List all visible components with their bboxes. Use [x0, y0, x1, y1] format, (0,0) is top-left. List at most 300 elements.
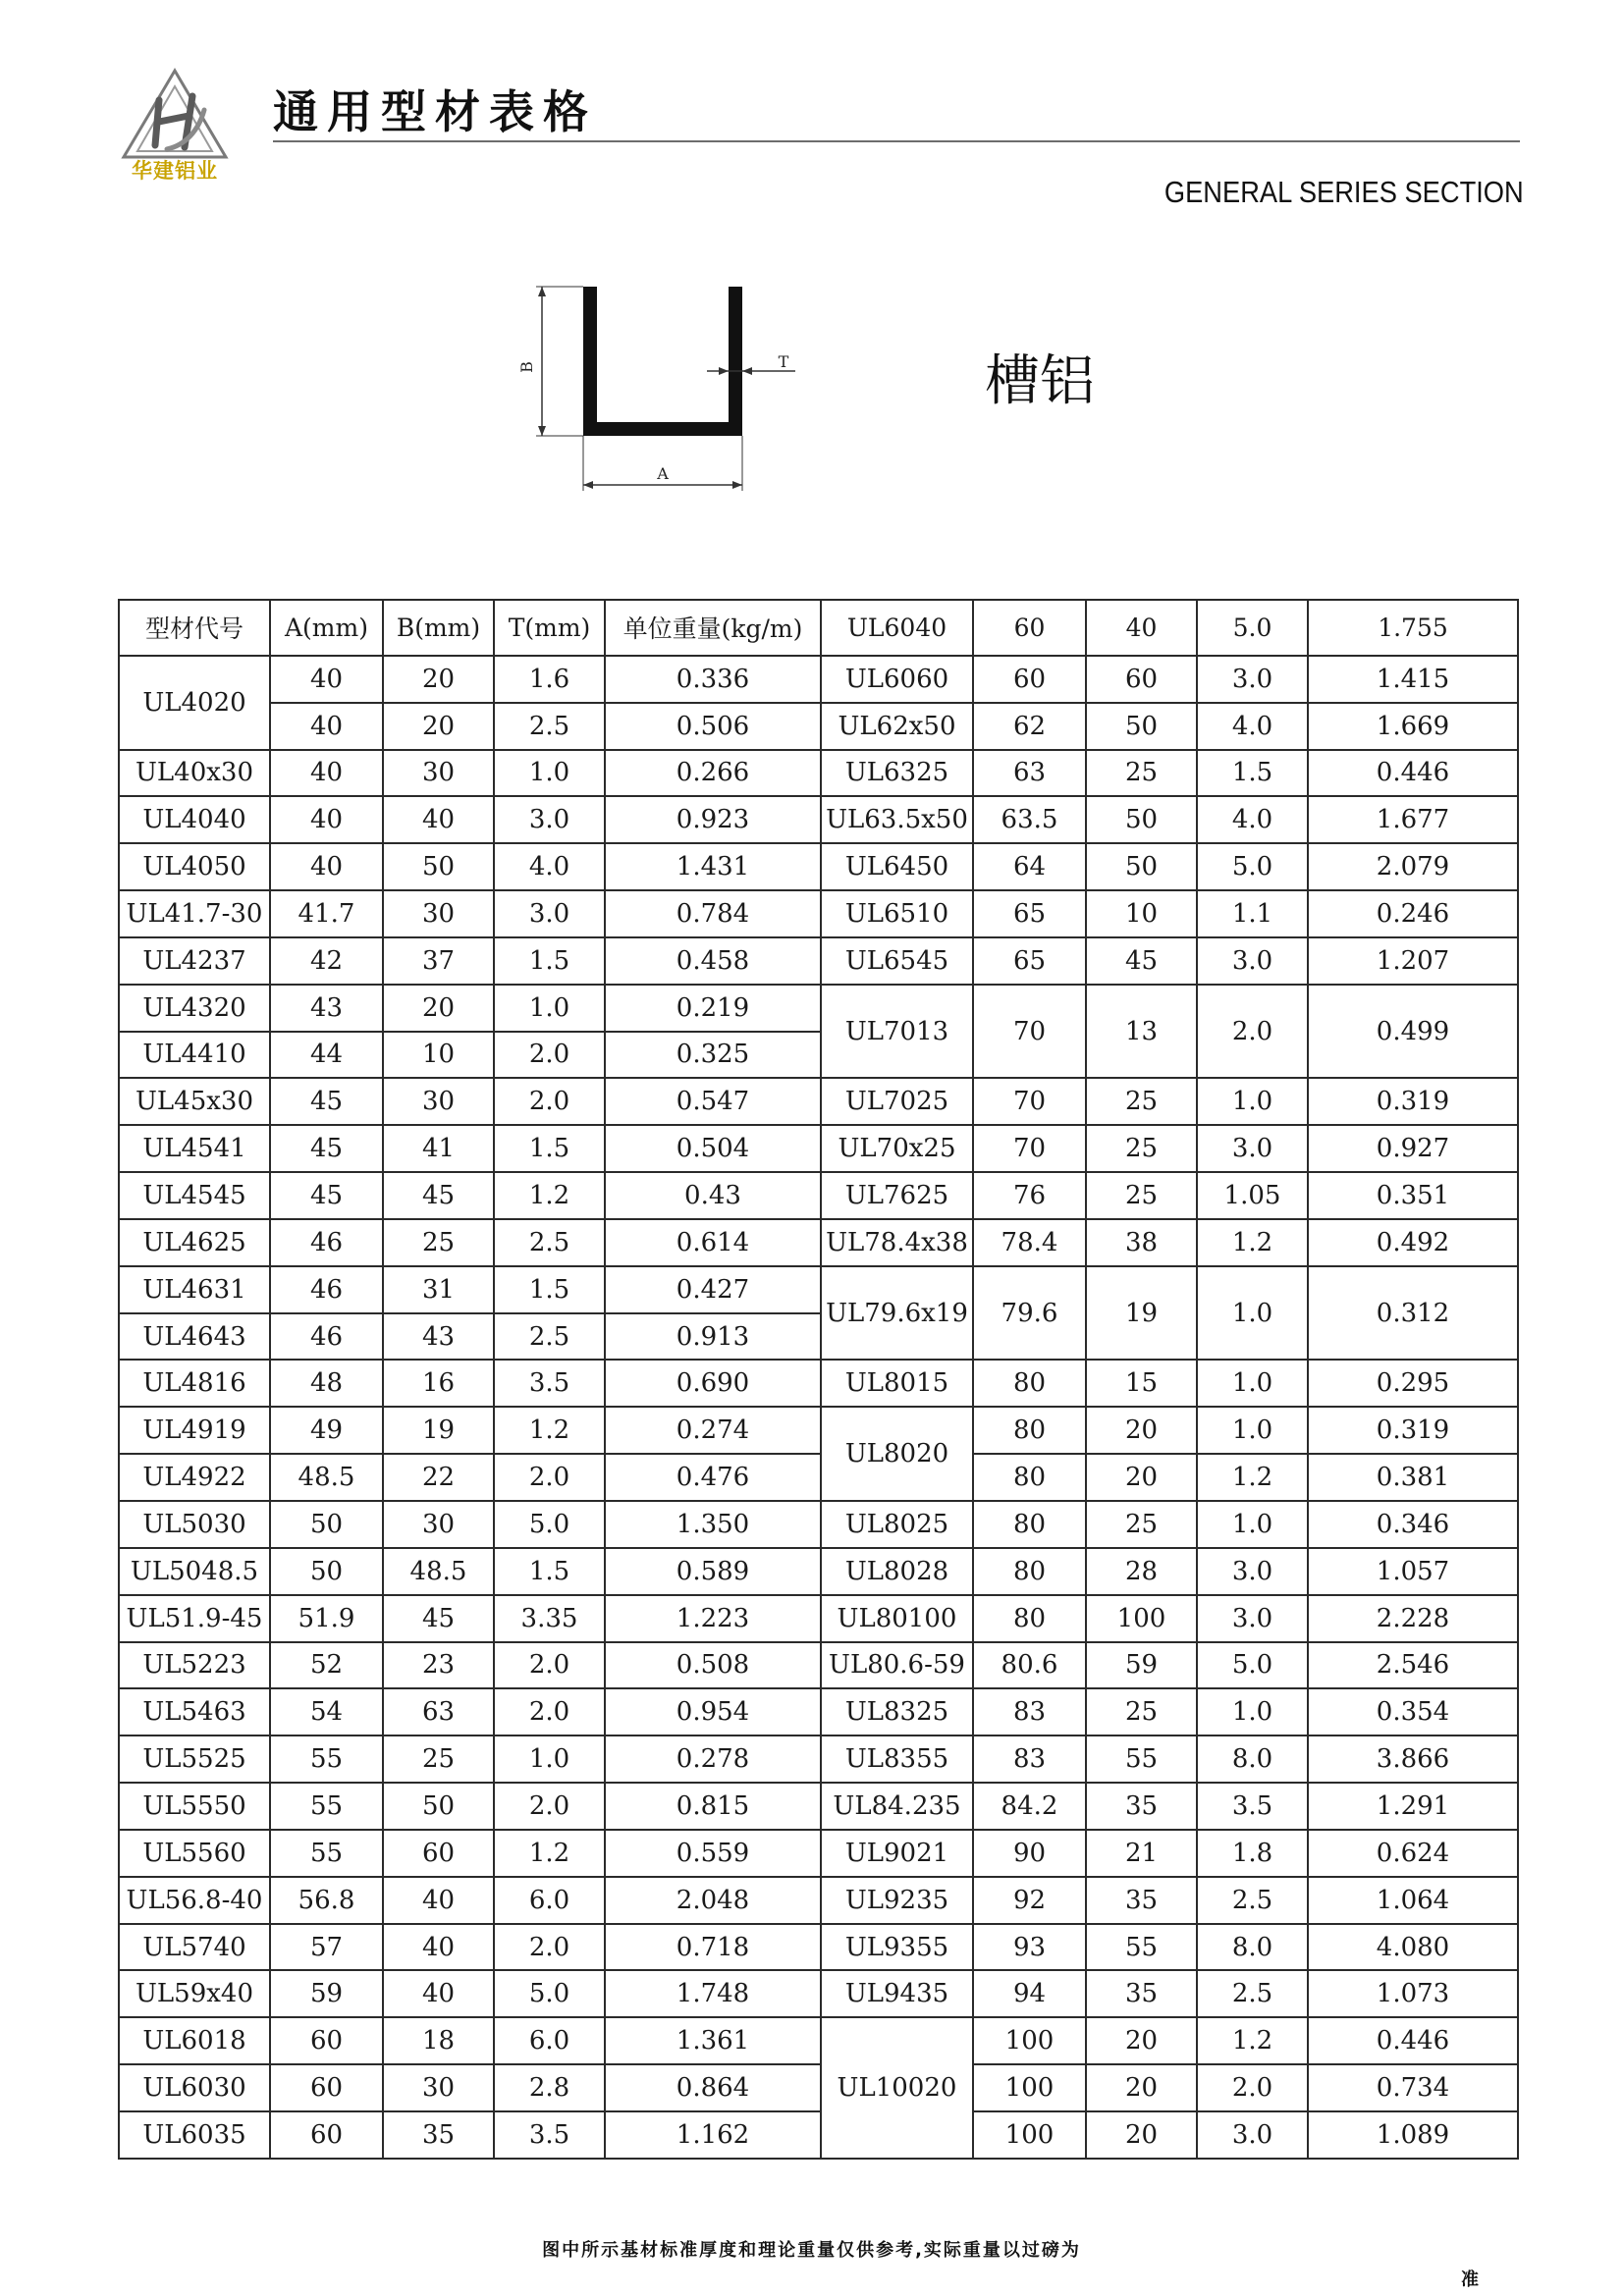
- table-cell: 80: [973, 1548, 1086, 1595]
- table-cell: 37: [383, 937, 494, 985]
- table-cell: 2.0: [494, 1642, 605, 1689]
- table-row: [119, 1078, 1518, 1125]
- table-cell: 54: [270, 1688, 383, 1735]
- table-row: [119, 890, 1518, 937]
- table-cell: 78.4: [973, 1219, 1086, 1266]
- table-cell: UL6545: [821, 937, 973, 985]
- table-cell: 1.5: [1197, 750, 1308, 797]
- table-cell: 0.913: [605, 1313, 821, 1361]
- table-cell: 0.446: [1308, 2017, 1518, 2064]
- table-cell: 20: [383, 985, 494, 1032]
- table-cell: UL5030: [119, 1501, 270, 1548]
- table-cell: 80: [973, 1407, 1086, 1454]
- table-cell: 1.350: [605, 1501, 821, 1548]
- table-cell: 2.5: [494, 703, 605, 750]
- table-cell: 1.1: [1197, 890, 1308, 937]
- table-cell: 30: [383, 750, 494, 797]
- table-cell: 3.0: [1197, 1125, 1308, 1172]
- table-cell: 20: [1086, 2111, 1197, 2159]
- table-cell: 60: [270, 2017, 383, 2064]
- table-cell: 55: [1086, 1924, 1197, 1971]
- table-cell: 0.312: [1308, 1266, 1518, 1361]
- table-cell: UL6040: [821, 600, 973, 656]
- table-cell: 1.0: [1197, 1078, 1308, 1125]
- table-cell: 3.0: [1197, 2111, 1308, 2159]
- table-cell: UL6018: [119, 2017, 270, 2064]
- table-cell: 1.0: [494, 1735, 605, 1783]
- table-cell: 0.954: [605, 1688, 821, 1735]
- table-cell: 43: [270, 985, 383, 1032]
- table-cell: 70: [973, 1078, 1086, 1125]
- table-cell: 0.43: [605, 1172, 821, 1219]
- table-row: [119, 2017, 1518, 2064]
- table-cell: 3.35: [494, 1595, 605, 1642]
- table-cell: 3.5: [494, 1360, 605, 1407]
- table-cell: 25: [383, 1219, 494, 1266]
- table-cell: 30: [383, 890, 494, 937]
- table-cell: 1.2: [494, 1172, 605, 1219]
- table-row: [119, 937, 1518, 985]
- table-cell: UL78.4x38: [821, 1219, 973, 1266]
- table-cell: 30: [383, 2064, 494, 2111]
- table-row: [119, 2064, 1518, 2111]
- table-cell: 93: [973, 1924, 1086, 1971]
- table-cell: 49: [270, 1407, 383, 1454]
- table-cell: UL4631: [119, 1266, 270, 1313]
- table-cell: UL10020: [821, 2017, 973, 2159]
- table-cell: 70: [973, 1125, 1086, 1172]
- table-cell: 31: [383, 1266, 494, 1313]
- footnote: 图中所示基材标准厚度和理论重量仅供参考,实际重量以过磅为: [542, 2240, 1081, 2261]
- table-cell: 20: [1086, 2064, 1197, 2111]
- table-cell: 0.351: [1308, 1172, 1518, 1219]
- table-cell: 16: [383, 1360, 494, 1407]
- footnote-tail: 准: [1461, 2269, 1479, 2290]
- header-weight: 单位重量(kg/m): [605, 600, 821, 656]
- table-cell: 0.346: [1308, 1501, 1518, 1548]
- table-cell: 20: [1086, 2017, 1197, 2064]
- table-cell: 6.0: [494, 1877, 605, 1924]
- table-cell: 100: [973, 2064, 1086, 2111]
- table-cell: 65: [973, 890, 1086, 937]
- table-row: [119, 1830, 1518, 1877]
- table-cell: 30: [383, 1078, 494, 1125]
- table-cell: 40: [270, 656, 383, 703]
- table-cell: UL7013: [821, 985, 973, 1079]
- table-cell: 0.476: [605, 1454, 821, 1501]
- table-cell: 4.0: [1197, 703, 1308, 750]
- table-cell: 50: [1086, 796, 1197, 843]
- table-cell: 0.614: [605, 1219, 821, 1266]
- table-cell: 0.624: [1308, 1830, 1518, 1877]
- table-cell: 1.0: [494, 985, 605, 1032]
- table-cell: 1.415: [1308, 656, 1518, 703]
- table-cell: UL62x50: [821, 703, 973, 750]
- table-cell: 48: [270, 1360, 383, 1407]
- table-row: [119, 1407, 1518, 1454]
- table-cell: 2.0: [1197, 985, 1308, 1079]
- table-cell: 1.5: [494, 1125, 605, 1172]
- table-cell: 0.864: [605, 2064, 821, 2111]
- table-cell: UL80100: [821, 1595, 973, 1642]
- table-cell: 2.546: [1308, 1642, 1518, 1689]
- table-cell: UL6510: [821, 890, 973, 937]
- table-cell: 50: [1086, 703, 1197, 750]
- table-cell: 0.319: [1308, 1407, 1518, 1454]
- table-cell: 64: [973, 843, 1086, 890]
- table-row: [119, 1783, 1518, 1830]
- table-cell: 0.734: [1308, 2064, 1518, 2111]
- table-cell: 0.559: [605, 1830, 821, 1877]
- table-cell: 1.162: [605, 2111, 821, 2159]
- table-cell: UL63.5x50: [821, 796, 973, 843]
- table-cell: 19: [1086, 1266, 1197, 1361]
- table-cell: 50: [270, 1501, 383, 1548]
- table-row: [119, 2111, 1518, 2159]
- table-cell: UL6035: [119, 2111, 270, 2159]
- spec-table: [118, 599, 1519, 2160]
- table-row: [119, 1642, 1518, 1689]
- table-cell: 46: [270, 1313, 383, 1361]
- table-cell: 46: [270, 1219, 383, 1266]
- table-cell: 2.8: [494, 2064, 605, 2111]
- table-cell: 45: [270, 1078, 383, 1125]
- header-b: B(mm): [383, 600, 494, 656]
- table-cell: UL8028: [821, 1548, 973, 1595]
- table-cell: 0.815: [605, 1783, 821, 1830]
- table-cell: 1.089: [1308, 2111, 1518, 2159]
- table-cell: UL5740: [119, 1924, 270, 1971]
- table-cell: UL4625: [119, 1219, 270, 1266]
- table-cell: 60: [270, 2064, 383, 2111]
- table-cell: 60: [973, 600, 1086, 656]
- table-cell: UL41.7-30: [119, 890, 270, 937]
- table-cell: 25: [383, 1735, 494, 1783]
- table-cell: UL8325: [821, 1688, 973, 1735]
- table-cell: 46: [270, 1266, 383, 1313]
- header-a: A(mm): [270, 600, 383, 656]
- table-cell: UL4541: [119, 1125, 270, 1172]
- dimension-label-b: B: [517, 361, 536, 373]
- table-cell: 40: [270, 750, 383, 797]
- table-cell: 13: [1086, 985, 1197, 1079]
- table-cell: 0.336: [605, 656, 821, 703]
- company-name: 华建铝业: [132, 159, 218, 183]
- header-code: 型材代号: [119, 600, 270, 656]
- table-cell: UL5560: [119, 1830, 270, 1877]
- table-row: [119, 1454, 1518, 1501]
- table-cell: UL7025: [821, 1078, 973, 1125]
- table-cell: 3.5: [1197, 1783, 1308, 1830]
- table-row: [119, 1970, 1518, 2017]
- table-cell: 2.5: [1197, 1877, 1308, 1924]
- table-cell: 60: [1086, 656, 1197, 703]
- page-subtitle: GENERAL SERIES SECTION: [1164, 175, 1524, 209]
- table-cell: UL84.235: [821, 1783, 973, 1830]
- table-cell: 21: [1086, 1830, 1197, 1877]
- table-cell: 0.295: [1308, 1360, 1518, 1407]
- table-cell: 0.278: [605, 1735, 821, 1783]
- table-cell: UL6450: [821, 843, 973, 890]
- table-cell: 50: [383, 843, 494, 890]
- table-cell: 3.0: [1197, 937, 1308, 985]
- table-cell: 35: [383, 2111, 494, 2159]
- table-cell: UL51.9-45: [119, 1595, 270, 1642]
- table-cell: UL4410: [119, 1032, 270, 1079]
- table-cell: 40: [383, 1970, 494, 2017]
- table-cell: 1.5: [494, 1266, 605, 1313]
- table-cell: 8.0: [1197, 1735, 1308, 1783]
- table-cell: 60: [270, 2111, 383, 2159]
- table-cell: 0.499: [1308, 985, 1518, 1079]
- table-cell: 2.079: [1308, 843, 1518, 890]
- table-cell: 1.431: [605, 843, 821, 890]
- table-cell: 0.784: [605, 890, 821, 937]
- table-cell: 40: [270, 843, 383, 890]
- table-cell: 1.5: [494, 937, 605, 985]
- table-row: [119, 985, 1518, 1032]
- table-cell: 18: [383, 2017, 494, 2064]
- table-cell: UL4545: [119, 1172, 270, 1219]
- table-cell: 90: [973, 1830, 1086, 1877]
- table-cell: UL5550: [119, 1783, 270, 1830]
- table-cell: 80: [973, 1454, 1086, 1501]
- table-cell: 40: [1086, 600, 1197, 656]
- table-cell: 65: [973, 937, 1086, 985]
- table-cell: UL4040: [119, 796, 270, 843]
- table-cell: 6.0: [494, 2017, 605, 2064]
- table-cell: 0.506: [605, 703, 821, 750]
- table-cell: 25: [1086, 1125, 1197, 1172]
- table-cell: 0.266: [605, 750, 821, 797]
- table-cell: 0.219: [605, 985, 821, 1032]
- table-cell: 20: [1086, 1407, 1197, 1454]
- table-cell: 0.589: [605, 1548, 821, 1595]
- table-cell: 100: [973, 2017, 1086, 2064]
- table-row: [119, 1595, 1518, 1642]
- table-cell: UL4320: [119, 985, 270, 1032]
- table-cell: 1.291: [1308, 1783, 1518, 1830]
- table-cell: UL9435: [821, 1970, 973, 2017]
- table-cell: 1.748: [605, 1970, 821, 2017]
- table-cell: 3.5: [494, 2111, 605, 2159]
- table-cell: 0.446: [1308, 750, 1518, 797]
- table-cell: 2.0: [1197, 2064, 1308, 2111]
- table-cell: UL59x40: [119, 1970, 270, 2017]
- table-cell: 3.0: [1197, 656, 1308, 703]
- table-cell: 2.5: [494, 1219, 605, 1266]
- table-cell: UL4237: [119, 937, 270, 985]
- table-cell: UL4919: [119, 1407, 270, 1454]
- table-cell: 55: [270, 1830, 383, 1877]
- table-cell: 41.7: [270, 890, 383, 937]
- table-cell: UL45x30: [119, 1078, 270, 1125]
- table-cell: UL8355: [821, 1735, 973, 1783]
- table-cell: 55: [270, 1735, 383, 1783]
- table-cell: 25: [1086, 1688, 1197, 1735]
- table-cell: UL9355: [821, 1924, 973, 1971]
- table-cell: 3.0: [1197, 1595, 1308, 1642]
- table-cell: 4.0: [1197, 796, 1308, 843]
- table-cell: 38: [1086, 1219, 1197, 1266]
- table-row: [119, 656, 1518, 703]
- table-row: [119, 1548, 1518, 1595]
- table-cell: 1.6: [494, 656, 605, 703]
- table-cell: 35: [1086, 1783, 1197, 1830]
- section-name: 槽铝: [985, 349, 1095, 413]
- table-cell: 30: [383, 1501, 494, 1548]
- table-cell: 40: [270, 796, 383, 843]
- table-cell: UL4020: [119, 656, 270, 750]
- table-cell: UL8015: [821, 1360, 973, 1407]
- table-cell: 1.064: [1308, 1877, 1518, 1924]
- table-cell: 0.547: [605, 1078, 821, 1125]
- table-cell: 50: [270, 1548, 383, 1595]
- table-cell: 56.8: [270, 1877, 383, 1924]
- table-cell: 23: [383, 1642, 494, 1689]
- table-cell: 52: [270, 1642, 383, 1689]
- table-cell: 8.0: [1197, 1924, 1308, 1971]
- table-cell: 2.0: [494, 1783, 605, 1830]
- table-row: [119, 1360, 1518, 1407]
- table-cell: 25: [1086, 1078, 1197, 1125]
- table-cell: 45: [383, 1172, 494, 1219]
- table-cell: 100: [973, 2111, 1086, 2159]
- table-cell: 43: [383, 1313, 494, 1361]
- table-cell: 0.508: [605, 1642, 821, 1689]
- table-cell: 2.048: [605, 1877, 821, 1924]
- table-cell: 84.2: [973, 1783, 1086, 1830]
- table-cell: UL56.8-40: [119, 1877, 270, 1924]
- table-cell: 45: [270, 1172, 383, 1219]
- table-cell: 35: [1086, 1877, 1197, 1924]
- table-cell: UL5223: [119, 1642, 270, 1689]
- table-cell: 80: [973, 1595, 1086, 1642]
- table-cell: UL8025: [821, 1501, 973, 1548]
- table-cell: 4.0: [494, 843, 605, 890]
- table-cell: UL7625: [821, 1172, 973, 1219]
- table-cell: 3.866: [1308, 1735, 1518, 1783]
- table-cell: 0.325: [605, 1032, 821, 1079]
- table-cell: UL6325: [821, 750, 973, 797]
- page-title: 通用型材表格: [273, 85, 597, 138]
- table-cell: 2.0: [494, 1078, 605, 1125]
- table-cell: 0.458: [605, 937, 821, 985]
- table-cell: 1.057: [1308, 1548, 1518, 1595]
- table-row: [119, 600, 1518, 656]
- table-cell: 59: [270, 1970, 383, 2017]
- table-cell: 80.6: [973, 1642, 1086, 1689]
- table-cell: UL4050: [119, 843, 270, 890]
- table-cell: UL80.6-59: [821, 1642, 973, 1689]
- table-cell: 5.0: [494, 1970, 605, 2017]
- table-cell: 60: [383, 1830, 494, 1877]
- table-cell: 1.677: [1308, 796, 1518, 843]
- table-cell: 1.8: [1197, 1830, 1308, 1877]
- table-cell: 62: [973, 703, 1086, 750]
- table-cell: 1.05: [1197, 1172, 1308, 1219]
- table-cell: 41: [383, 1125, 494, 1172]
- table-cell: 76: [973, 1172, 1086, 1219]
- table-cell: 25: [1086, 1172, 1197, 1219]
- table-cell: 40: [383, 1924, 494, 1971]
- table-cell: 2.0: [494, 1688, 605, 1735]
- table-cell: 55: [1086, 1735, 1197, 1783]
- table-cell: 25: [1086, 1501, 1197, 1548]
- table-cell: 3.0: [1197, 1548, 1308, 1595]
- table-cell: 1.2: [494, 1830, 605, 1877]
- table-cell: 1.755: [1308, 600, 1518, 656]
- table-cell: 50: [1086, 843, 1197, 890]
- table-cell: 19: [383, 1407, 494, 1454]
- table-cell: 1.073: [1308, 1970, 1518, 2017]
- table-cell: 1.223: [605, 1595, 821, 1642]
- table-cell: 100: [1086, 1595, 1197, 1642]
- table-row: [119, 1501, 1518, 1548]
- table-cell: 0.718: [605, 1924, 821, 1971]
- table-cell: 48.5: [270, 1454, 383, 1501]
- table-cell: 2.0: [494, 1454, 605, 1501]
- table-row: [119, 1125, 1518, 1172]
- table-cell: UL79.6x19: [821, 1266, 973, 1361]
- table-cell: UL6030: [119, 2064, 270, 2111]
- table-cell: 1.2: [494, 1407, 605, 1454]
- table-cell: UL5463: [119, 1688, 270, 1735]
- table-cell: 20: [1086, 1454, 1197, 1501]
- table-cell: UL4643: [119, 1313, 270, 1361]
- table-cell: 92: [973, 1877, 1086, 1924]
- table-cell: 50: [383, 1783, 494, 1830]
- table-cell: 0.354: [1308, 1688, 1518, 1735]
- table-cell: 83: [973, 1688, 1086, 1735]
- table-cell: 70: [973, 985, 1086, 1079]
- table-cell: 1.0: [1197, 1501, 1308, 1548]
- table-cell: UL9235: [821, 1877, 973, 1924]
- header-divider: [273, 140, 1520, 142]
- table-cell: 10: [1086, 890, 1197, 937]
- table-cell: 2.5: [1197, 1970, 1308, 2017]
- table-cell: 0.923: [605, 796, 821, 843]
- table-cell: 2.228: [1308, 1595, 1518, 1642]
- table-cell: 0.927: [1308, 1125, 1518, 1172]
- table-row: [119, 843, 1518, 890]
- dimension-label-t: T: [778, 352, 789, 371]
- table-cell: 60: [973, 656, 1086, 703]
- table-cell: 1.2: [1197, 2017, 1308, 2064]
- table-cell: 0.427: [605, 1266, 821, 1313]
- header-t: T(mm): [494, 600, 605, 656]
- table-cell: 5.0: [1197, 1642, 1308, 1689]
- table-cell: 5.0: [1197, 600, 1308, 656]
- table-cell: 44: [270, 1032, 383, 1079]
- table-cell: 40: [270, 703, 383, 750]
- table-cell: 1.0: [1197, 1407, 1308, 1454]
- table-cell: 1.0: [1197, 1266, 1308, 1361]
- table-cell: 1.207: [1308, 937, 1518, 985]
- table-cell: UL4816: [119, 1360, 270, 1407]
- table-cell: 2.5: [494, 1313, 605, 1361]
- table-cell: 20: [383, 656, 494, 703]
- table-cell: 25: [1086, 750, 1197, 797]
- table-cell: 55: [270, 1783, 383, 1830]
- table-cell: 3.0: [494, 890, 605, 937]
- table-row: [119, 1924, 1518, 1971]
- table-cell: UL8020: [821, 1407, 973, 1501]
- table-cell: 83: [973, 1735, 1086, 1783]
- table-row: [119, 703, 1518, 750]
- table-cell: 57: [270, 1924, 383, 1971]
- table-cell: 0.381: [1308, 1454, 1518, 1501]
